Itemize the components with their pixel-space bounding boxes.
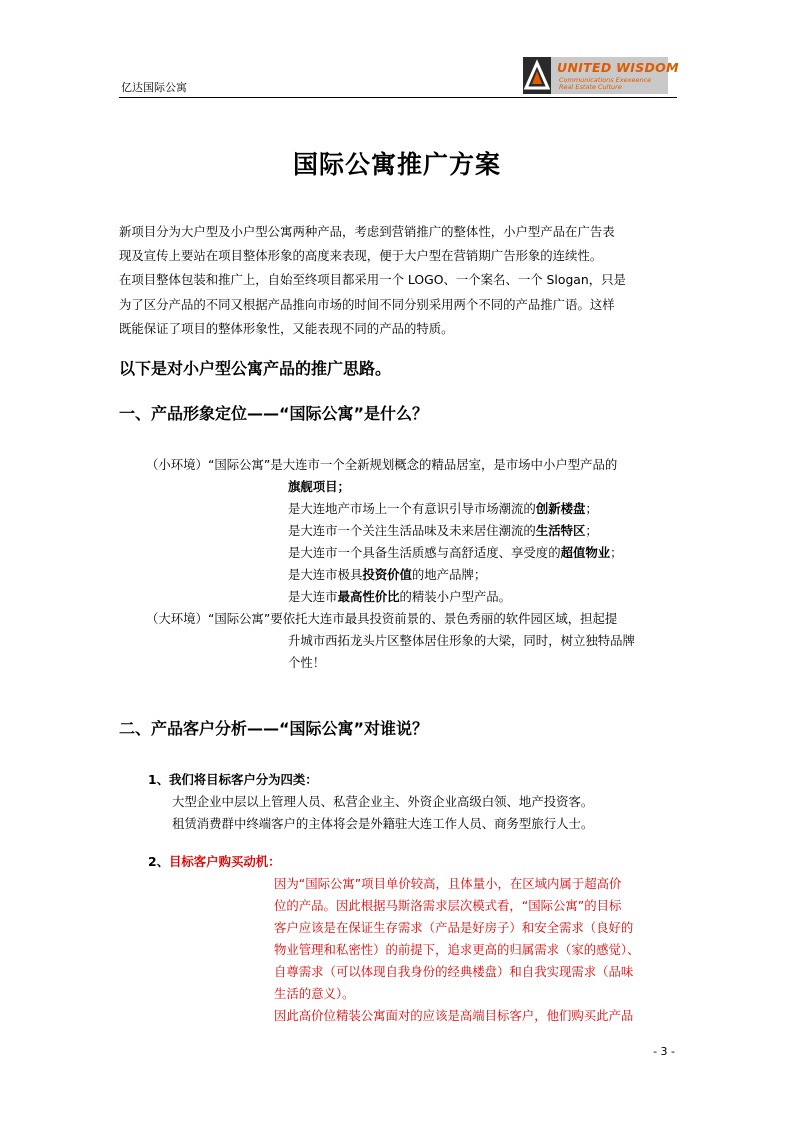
small-env-continuation: 旗舰项目；	[288, 479, 350, 494]
item-keyword: 超值物业	[560, 545, 611, 560]
positioning-item	[288, 521, 598, 539]
subsection1-title: 1、我们将目标客户分为四类：	[148, 772, 318, 787]
section1-heading: 一、产品形象定位——“国际公寓”是什么？	[119, 404, 429, 423]
item-suffix: ；	[585, 501, 598, 516]
motivation-line: 因此高价位精装公寓面对的应该是高端目标客户，他们购买此产品	[274, 1008, 634, 1023]
section2-heading: 二、产品客户分析——“国际公寓”对谁说？	[119, 719, 429, 738]
motivation-line: 生活的意义）。	[274, 986, 355, 1001]
intro-line: 为了区分产品的不同又根据产品推向市场的时间不同分别采用两个不同的产品推广语。这样	[119, 296, 615, 312]
customer-type-line: 大型企业中层以上管理人员、私营企业主、外资企业高级白领、地产投资客。	[172, 794, 594, 809]
item-suffix: 的精装小户型产品。	[399, 589, 512, 604]
header-divider	[119, 97, 677, 98]
intro-line: 新项目分为大户型及小户型公寓两种产品，考虑到营销推广的整体性，小户型产品在广告表	[119, 224, 615, 239]
item-keyword: 最高性价比	[337, 589, 400, 604]
motivation-line: 自尊需求（可以体现自我身份的经典楼盘）和自我实现需求（品味	[274, 964, 634, 979]
subsection2-label: 目标客户购买动机：	[169, 854, 281, 869]
intro-line: 现及宣传上要站在项目整体形象的高度来表现，便于大户型在营销期广告形象的连续性。	[119, 248, 603, 264]
item-suffix: ；	[585, 523, 598, 538]
item-keyword: 投资价值	[362, 567, 412, 582]
item-keyword: 生活特区	[535, 523, 586, 538]
subsection2-number: 2、	[148, 854, 170, 869]
item-keyword: 创新楼盘	[535, 501, 586, 516]
item-text: 是大连地产市场上一个有意识引导市场潮流的	[288, 501, 536, 516]
item-text: 是大连市极具	[288, 567, 363, 582]
positioning-item	[288, 543, 623, 561]
logo-tagline-1: Communications Exexeence	[559, 76, 652, 84]
large-env-line: （大环境）“国际公寓”要依托大连市最具投资前景的、景色秀丽的软件园区域，担起提	[146, 611, 618, 626]
united-wisdom-logo	[523, 57, 679, 94]
page-title: 国际公寓推广方案	[292, 150, 501, 179]
motivation-line: 位的产品。因此根据马斯洛需求层次模式看，“国际公寓”的目标	[274, 898, 622, 913]
intro-line: 既能保证了项目的整体形象性，又能表现不同的产品的特质。	[119, 320, 454, 336]
subsection2-title	[148, 852, 281, 870]
positioning-item	[288, 587, 511, 605]
motivation-line: 客户应该是在保证生存需求（产品是好房子）和安全需求（良好的	[274, 920, 634, 935]
item-suffix: 的地产品牌；	[411, 567, 487, 582]
positioning-item	[288, 565, 486, 583]
intro-paragraph	[119, 220, 679, 341]
triangle-logo-icon	[523, 57, 551, 94]
large-env-continuation: 升城市西拓龙头片区整体居住形象的大梁，同时，树立独特品牌	[288, 633, 635, 648]
motivation-line: 因为“国际公寓”项目单价较高，且体量小，在区域内属于超高价	[274, 876, 622, 891]
small-env-line: （小环境）“国际公寓”是大连市一个全新规划概念的精品居室，是市场中小户型产品的	[146, 457, 618, 472]
section-intro-heading: 以下是对小户型公寓产品的推广思路。	[119, 359, 392, 378]
large-env-continuation: 个性！	[288, 655, 326, 670]
intro-line: 在项目整体包装和推广上，自始至终项目都采用一个 LOGO、一个案名、一个 Slogan，只是	[119, 272, 626, 288]
item-text: 是大连市一个具备生活质感与高舒适度、享受度的	[288, 545, 561, 560]
customer-type-line: 租赁消费群中终端客户的主体将会是外籍驻大连工作人员、商务型旅行人士。	[172, 816, 594, 831]
page-number: - 3 -	[653, 1045, 675, 1058]
logo-tagline-2: Real Estate Culture	[559, 83, 622, 91]
positioning-item	[288, 499, 598, 517]
item-text: 是大连市一个关注生活品味及未来居住潮流的	[288, 523, 536, 538]
motivation-line: 物业管理和私密性）的前提下，追求更高的归属需求（家的感觉）、	[274, 942, 640, 957]
item-text: 是大连市	[288, 589, 338, 604]
item-suffix: ；	[610, 545, 623, 560]
header-text: 亿达国际公寓	[121, 81, 187, 94]
logo-brand: UNITED WISDOM	[557, 60, 679, 75]
